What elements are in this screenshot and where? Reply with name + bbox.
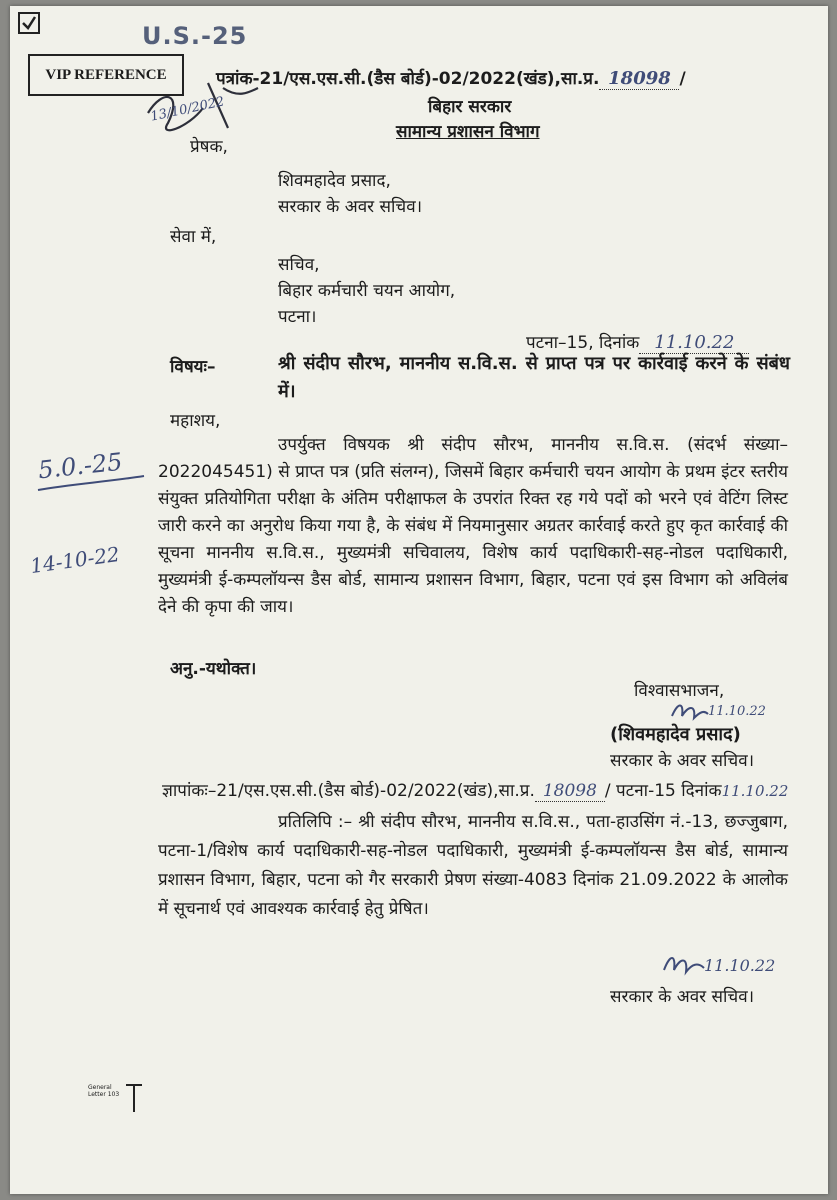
sender-name: शिवमहादेव प्रसाद, <box>278 171 391 191</box>
memo-date-hand: 11.10.22 <box>721 782 789 800</box>
recipient-line-2: बिहार कर्मचारी चयन आयोग, <box>278 281 456 301</box>
memo-middle: / पटना-15 दिनांक <box>604 781 722 801</box>
letter-number-line <box>216 66 686 90</box>
date-prefix: पटना–15, दिनांक <box>526 333 640 353</box>
recipient-line-3: पटना। <box>278 307 317 327</box>
govt-title: बिहार सरकार <box>428 97 512 117</box>
received-date: 13/10/2022 <box>149 94 226 125</box>
form-label: General Letter 103 <box>88 1084 120 1098</box>
memo-signatory-designation: सरकार के अवर सचिव। <box>610 987 755 1007</box>
sender-designation: सरकार के अवर सचिव। <box>278 197 423 217</box>
letter-page <box>10 6 828 1194</box>
memo-prefix: ज्ञापांकः–21/एस.एस.सी.(डैस बोर्ड)-02/2022(खंड),सा.प्र. <box>162 781 535 801</box>
signature-initials <box>670 698 710 724</box>
date-hand: 11.10.22 <box>639 332 749 354</box>
letter-number-suffix: / <box>679 69 686 89</box>
vip-reference-box: VIP REFERENCE <box>28 54 184 96</box>
signatory-name: (शिवमहादेव प्रसाद) <box>610 724 741 745</box>
us-stamp: U.S.-25 <box>142 22 248 50</box>
closing: विश्वासभाजन, <box>634 681 725 701</box>
letter-number-hand: 18098 <box>599 68 679 90</box>
recipient-label: सेवा में, <box>170 227 217 247</box>
body-paragraph: उपर्युक्त विषयक श्री संदीप सौरभ, माननीय स.वि.स. (संदर्भ संख्या–2022045451) से प्राप्त पत्र (प्रति संलग्न), जिसमें बिहार कर्मचारी चयन आयोग के प्रथम इंटर स्तरीय संयुक्त प्रतियोगिता परीक्षा के अंतिम परीक्षाफल के उपरांत रिक्त रह गये पदों को भरने एवं वेटिंग लिस्ट जारी करने का अनुरोध किया गया है, के संबंध में नियमानुसार अग्रतर कार्रवाई करते हुए कृत कार्रवाई की सूचना माननीय स.वि.स., मुख्यमंत्री सचिवालय, विशेष कार्य पदाधिकारी-सह-नोडल पदाधिकारी, मुख्यमंत्री ई-कम्पलॉयन्स डैस बोर्ड, सामान्य प्रशासन विभाग, बिहार, पटना एवं इस विभाग को अविलंब देने की कृपा की जाय। <box>158 435 788 617</box>
subject-text: श्री संदीप सौरभ, माननीय स.वि.स. से प्राप्त पत्र पर कार्रवाई करने के संबंध में। <box>278 353 790 402</box>
form-mark-stem <box>133 1084 135 1112</box>
margin-note-2: 14-10-22 <box>28 541 122 579</box>
memo-signature-date: 11.10.22 <box>704 956 776 975</box>
dept-title: सामान्य प्रशासन विभाग <box>396 122 540 142</box>
margin-note-underline <box>36 474 146 494</box>
signature-date: 11.10.22 <box>708 704 766 719</box>
memo-signature-initials <box>662 950 706 978</box>
sender-label: प्रेषक, <box>190 137 228 157</box>
memo-number-hand: 18098 <box>535 781 605 802</box>
signatory-designation: सरकार के अवर सचिव। <box>610 751 755 771</box>
corner-check-icon <box>18 12 40 34</box>
subject-label: विषयः– <box>170 357 216 377</box>
copy-paragraph: प्रतिलिपि :– श्री संदीप सौरभ, माननीय स.वि.स., पता-हाउसिंग नं.-13, छज्जुबाग, पटना-1/विशेष कार्य पदाधिकारी-सह-नोडल पदाधिकारी, मुख्यमंत्री ई-कम्पलॉयन्स डैस बोर्ड, सामान्य प्रशासन विभाग, बिहार, पटना को गैर सरकारी प्रेषण संख्या-4083 दिनांक 21.09.2022 के आलोक में सूचनार्थ एवं आवश्यक कार्रवाई हेतु प्रेषित। <box>158 812 788 919</box>
form-number-mark <box>88 1084 158 1134</box>
enclosure: अनु.-यथोक्त। <box>170 659 257 679</box>
letter-number-prefix: पत्रांक-21/एस.एस.सी.(डैस बोर्ड)-02/2022(खंड),सा.प्र. <box>216 69 600 89</box>
margin-note-1: 5.0.-25 <box>36 447 124 485</box>
recipient-line-1: सचिव, <box>278 255 320 275</box>
salutation: महाशय, <box>170 411 221 431</box>
memo-number-line <box>162 778 788 802</box>
